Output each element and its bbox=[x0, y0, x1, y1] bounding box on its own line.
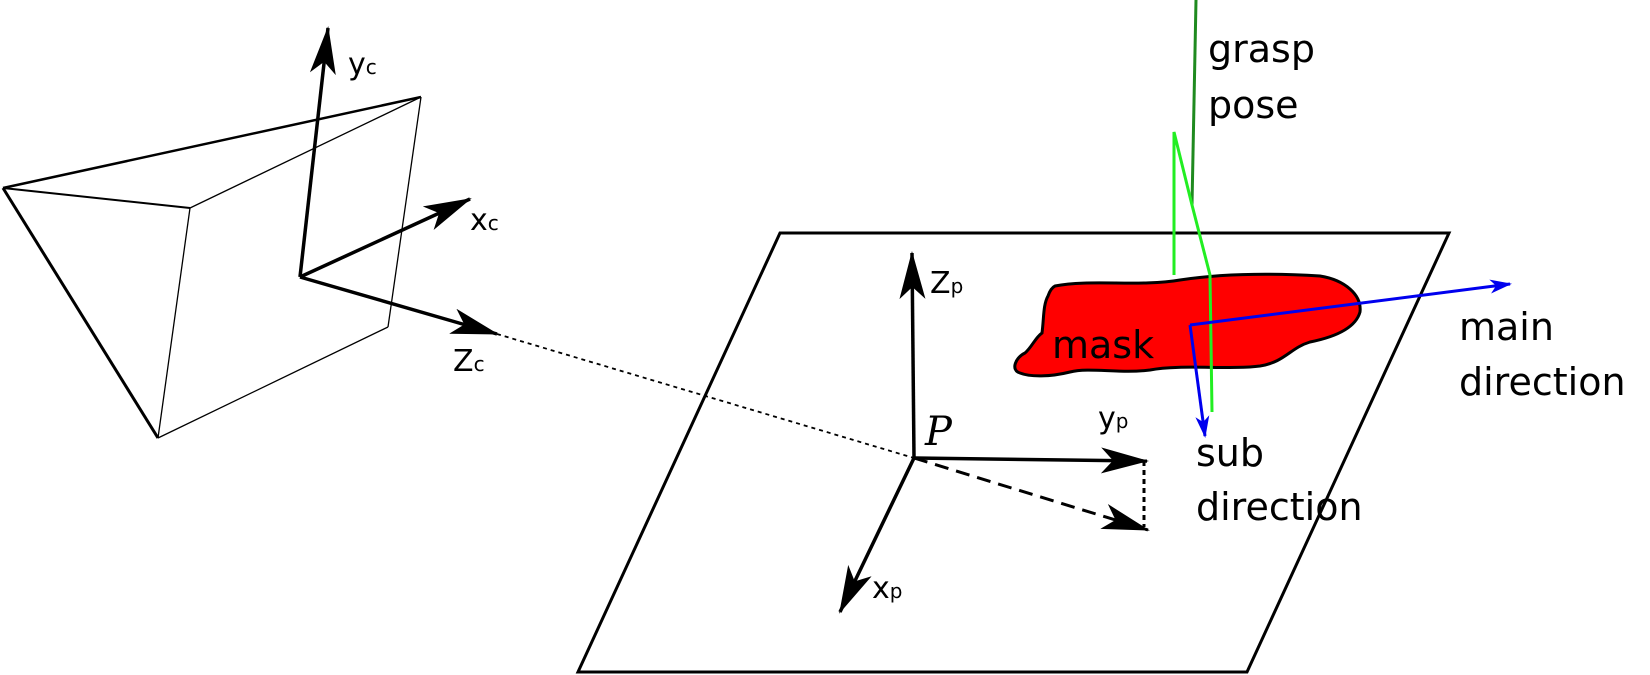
label-zp: Zp bbox=[930, 266, 964, 301]
label-xc: xc bbox=[470, 203, 499, 238]
svg-text:sub: sub bbox=[1196, 431, 1265, 475]
plane-y-axis bbox=[914, 458, 1147, 461]
svg-text:direction: direction bbox=[1459, 360, 1626, 404]
mask-label: mask bbox=[1052, 323, 1155, 367]
grasp-pose-label bbox=[1208, 27, 1315, 127]
sub-direction-label bbox=[1196, 431, 1363, 529]
svg-text:direction: direction bbox=[1196, 485, 1363, 529]
label-yp: yp bbox=[1098, 401, 1129, 436]
grasp-pose-approach-line bbox=[1192, 0, 1196, 205]
plane-z-axis bbox=[912, 253, 914, 458]
svg-text:main: main bbox=[1459, 305, 1554, 349]
point-p-label: P bbox=[925, 409, 952, 455]
camera-axes bbox=[300, 28, 497, 334]
projected-axis bbox=[914, 458, 1148, 530]
svg-text:grasp: grasp bbox=[1208, 27, 1315, 71]
label-xp: xp bbox=[872, 571, 903, 606]
main-direction-label bbox=[1459, 305, 1626, 404]
camera-x-axis bbox=[300, 199, 470, 277]
label-zc: Zc bbox=[453, 344, 485, 379]
svg-text:pose: pose bbox=[1208, 83, 1299, 127]
camera-z-axis bbox=[300, 277, 497, 334]
label-yc: yc bbox=[348, 47, 377, 82]
camera-frustum bbox=[3, 97, 421, 438]
